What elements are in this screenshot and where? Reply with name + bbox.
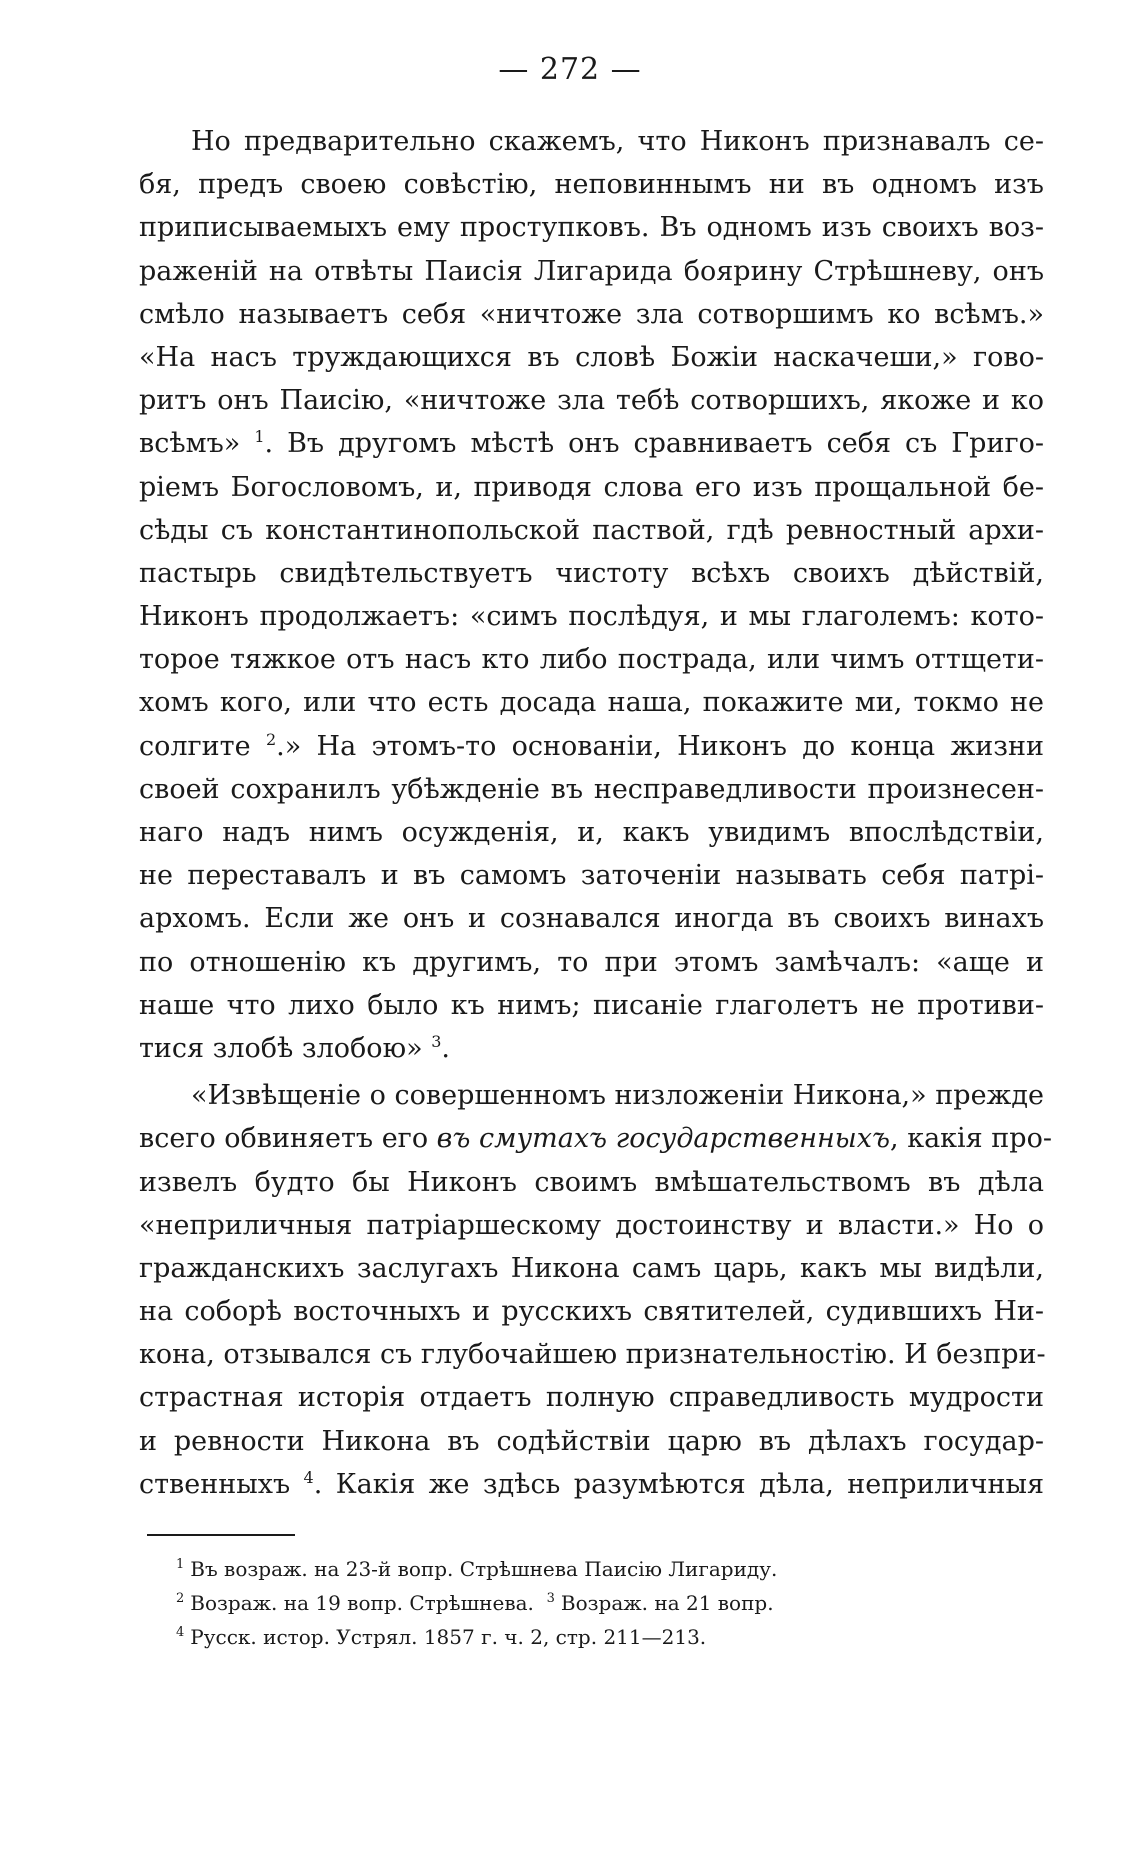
text-segment: всего обвиняетъ его [139, 1123, 429, 1155]
paragraph [139, 1074, 1052, 1506]
footnote-mark: 4 [176, 1625, 185, 1641]
text-line: страстная исторія отдаетъ полную справедливость мудрости [139, 1382, 1044, 1414]
text-line: Но предварительно скажемъ, что Никонъ признавалъ се- [191, 126, 1044, 157]
footnote-ref: 4 [303, 1467, 314, 1487]
text-line: наше что лихо было къ нимъ; писаніе глаголетъ не противи- [139, 989, 1044, 1021]
footnote-mark: 1 [176, 1557, 185, 1573]
text-line [139, 1117, 1052, 1160]
text-segment: солгите [139, 730, 251, 762]
text-line: ритъ онъ Паисію, «ничтоже зла тебѣ сотворшихъ, якоже и ко [139, 385, 1044, 417]
text-line: сѣды съ константинопольской паствой, гдѣ ревностный архи- [139, 514, 1044, 546]
text-segment: ственныхъ [139, 1468, 291, 1500]
text-line [139, 1463, 1044, 1506]
footnote [176, 1586, 1036, 1620]
footnote-mark: 3 [546, 1591, 555, 1607]
body-text [139, 120, 1052, 1506]
text-line: своей сохранилъ убѣжденіе въ несправедливости произнесен- [139, 773, 1044, 805]
text-line: на соборѣ восточныхъ и русскихъ святителей, судившихъ Ни- [139, 1296, 1044, 1328]
text-line: тися злобѣ злобою» $^3$. [139, 1031, 450, 1064]
text-line [139, 422, 1044, 465]
text-line: «Извѣщеніе о совершенномъ низложеніи Никона,» прежде [191, 1080, 1044, 1112]
footnote [176, 1552, 1036, 1586]
text-segment: . Какія же здѣсь разумѣются дѣла, неприличныя [313, 1468, 1044, 1500]
text-line: Никонъ продолжаетъ: «симъ послѣдуя, и мы глаголемъ: кото- [139, 601, 1044, 633]
text-segment: .» На этомъ-то основаніи, Никонъ до конца жизни [276, 730, 1044, 762]
text-line: раженій на отвѣты Паисія Лигарида боярину Стрѣшневу, онъ [139, 255, 1044, 287]
text-line: приписываемыхъ ему проступковъ. Въ одномъ изъ своихъ воз- [139, 212, 1044, 244]
text-segment: , какія про- [890, 1123, 1052, 1155]
emphasis-text: въ смутахъ государственныхъ [436, 1123, 891, 1155]
text-line: извелъ будто бы Никонъ своимъ вмѣшательствомъ въ дѣла [139, 1166, 1044, 1198]
footnote-text: Русск. истор. Устрял. 1857 г. ч. 2, стр. 211—213. [190, 1625, 707, 1649]
footnote-ref: 3 [431, 1031, 442, 1051]
footnotes [176, 1552, 1036, 1654]
text-line: «неприличныя патріаршескому достоинству и власти.» Но о [139, 1209, 1044, 1241]
page-number: — 272 — [498, 52, 642, 87]
footnote-text: Возраж. на 19 вопр. Стрѣшнева. [190, 1591, 534, 1615]
text-line [139, 725, 1044, 768]
text-line: архомъ. Если же онъ и сознавался иногда въ своихъ винахъ [139, 903, 1044, 935]
text-segment: всѣмъ» [139, 428, 241, 460]
text-line: гражданскихъ заслугахъ Никона самъ царь, какъ мы видѣли, [139, 1252, 1044, 1284]
text-line: смѣло называетъ себя «ничтоже зла сотворшимъ ко всѣмъ.» [139, 298, 1044, 330]
footnote [176, 1620, 1036, 1654]
text-line: не переставалъ и въ самомъ заточеніи называть себя патрі- [139, 860, 1044, 892]
text-line: кона, отзывался съ глубочайшею признательностію. И безпри- [139, 1339, 1046, 1371]
footnote-mark: 2 [176, 1591, 185, 1607]
text-line: «На насъ труждающихся въ словѣ Божіи наскачеши,» гово- [139, 341, 1044, 373]
text-line: наго надъ нимъ осужденія, и, какъ увидимъ впослѣдствіи, [139, 817, 1044, 848]
footnote-divider [147, 1534, 295, 1536]
text-line: и ревности Никона въ содѣйствіи царю въ дѣлахъ государ- [139, 1425, 1044, 1457]
footnote-ref: 2 [265, 729, 277, 749]
footnote-ref: 1 [254, 427, 265, 447]
footnote-text: Возраж. на 21 вопр. [560, 1591, 774, 1615]
text-line: по отношенію къ другимъ, то при этомъ замѣчалъ: «аще и [139, 946, 1044, 978]
text-line: бя, предъ своею совѣстію, неповиннымъ ни въ одномъ изъ [139, 169, 1044, 201]
text-segment: тися злобѣ злобою» [139, 1032, 423, 1064]
text-line: пастырь свидѣтельствуетъ чистоту всѣхъ своихъ дѣйствій, [139, 557, 1044, 589]
text-line: торое тяжкое отъ насъ кто либо пострада, или чимъ оттщети- [139, 644, 1044, 676]
paragraph [139, 120, 1044, 1070]
text-line: ріемъ Богословомъ, и, приводя слова его изъ прощальной бе- [139, 471, 1044, 503]
text-segment: . Въ другомъ мѣстѣ онъ сравниваетъ себя съ Григо- [264, 428, 1044, 460]
text-line: хомъ кого, или что есть досада наша, покажите ми, токмо не [139, 687, 1044, 719]
footnote-text: Въ возраж. на 23-й вопр. Стрѣшнева Паисію Лигариду. [190, 1557, 778, 1581]
